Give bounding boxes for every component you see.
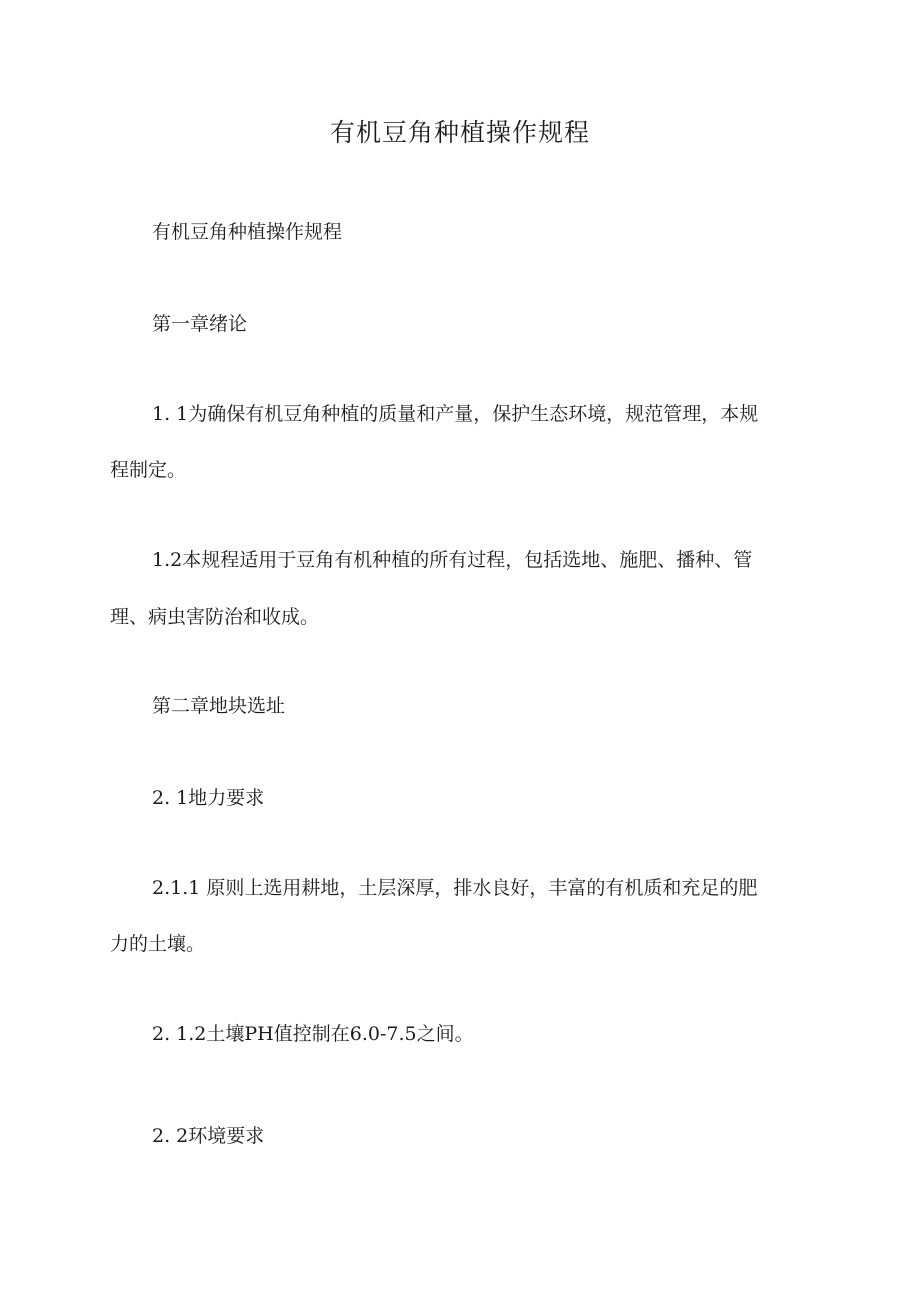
paragraph-1-2-line-1: 1.2本规程适用于豆角有机种植的所有过程，包括选地、施肥、播种、管 — [152, 549, 753, 571]
chapter-heading-1: 第一章绪论 — [152, 313, 248, 335]
section-2-1-heading: 2. 1地力要求 — [152, 787, 265, 809]
paragraph-2-1-1-line-1: 2.1.1 原则上选用耕地，土层深厚，排水良好，丰富的有机质和充足的肥 — [152, 877, 758, 899]
subtitle-line: 有机豆角种植操作规程 — [152, 221, 343, 243]
paragraph-1-2-line-2: 理、病虫害防治和收成。 — [110, 606, 320, 628]
paragraph-2-1-2: 2. 1.2土壤PH值控制在6.0-7.5之间。 — [152, 1023, 474, 1045]
section-2-2-heading: 2. 2环境要求 — [152, 1125, 265, 1147]
paragraph-1-1-line-1: 1. 1为确保有机豆角种植的质量和产量，保护生态环境，规范管理，本规 — [152, 403, 759, 425]
chapter-heading-2: 第二章地块选址 — [152, 695, 286, 717]
document-title: 有机豆角种植操作规程 — [329, 118, 590, 147]
paragraph-2-1-1-line-2: 力的土壤。 — [110, 933, 206, 955]
paragraph-1-1-line-2: 程制定。 — [110, 459, 187, 481]
